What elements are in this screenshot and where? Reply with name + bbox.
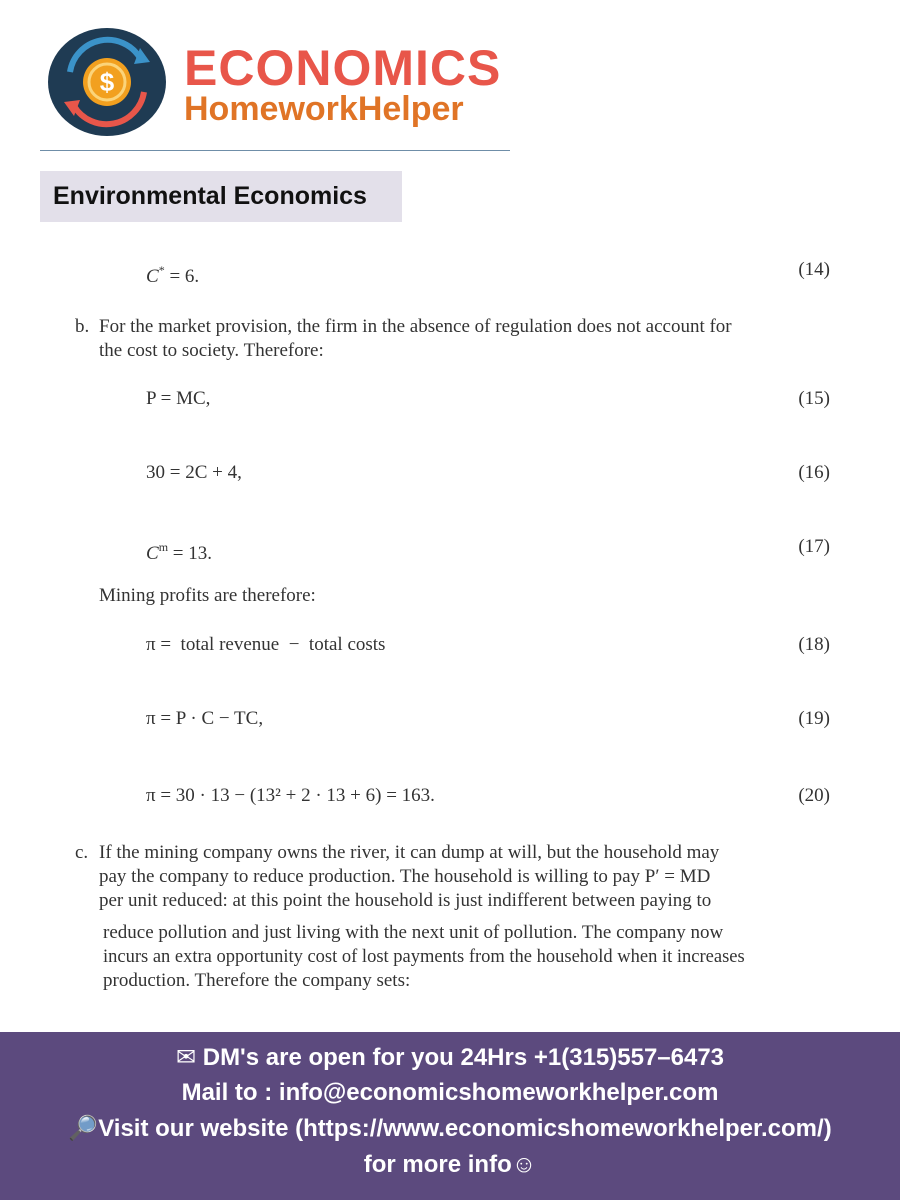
equation-number-14: (14) bbox=[798, 259, 830, 280]
part-c-line-6: production. Therefore the company sets: bbox=[103, 970, 411, 991]
footer-mail-line bbox=[0, 1078, 900, 1108]
footer-more-text: for more info bbox=[363, 1151, 512, 1178]
part-c-line-4: reduce pollution and just living with the next unit of pollution. The company now bbox=[103, 922, 724, 943]
part-b-paragraph bbox=[75, 315, 830, 363]
smiley-icon: ☺ bbox=[511, 1151, 537, 1178]
eq17-rhs: = 13. bbox=[168, 543, 212, 564]
equation-number-19: (19) bbox=[798, 708, 830, 729]
part-b-line-1: For the market provision, the firm in the absence of regulation does not account for bbox=[99, 316, 732, 337]
brand-logo bbox=[48, 28, 166, 136]
part-c-label: c. bbox=[75, 842, 89, 863]
envelope-heart-icon: ✉ bbox=[175, 1044, 197, 1071]
footer-visit-line bbox=[0, 1114, 900, 1144]
part-c-continuation bbox=[103, 921, 835, 993]
footer-mail-link[interactable]: Mail to : info@economicshomeworkhelper.com bbox=[181, 1079, 719, 1106]
equation-number-17: (17) bbox=[798, 536, 830, 557]
footer-dm-line bbox=[0, 1043, 900, 1073]
eq14-sup: * bbox=[158, 263, 165, 277]
magnifier-icon: 🔎 bbox=[68, 1115, 99, 1142]
equation-16: 30 = 2C + 4, bbox=[146, 462, 242, 483]
footer-dm-text: DM's are open for you 24Hrs +1(315)557–6473 bbox=[202, 1044, 725, 1071]
eq17-lhs: C bbox=[146, 543, 159, 564]
equation-19: π = P · C − TC, bbox=[146, 708, 264, 729]
eq17-sup: m bbox=[158, 540, 169, 554]
eq14-rhs: = 6. bbox=[164, 266, 200, 287]
eq14-lhs: C bbox=[146, 266, 159, 287]
footer-website-link[interactable]: Visit our website (https://www.economicshomeworkhelper.com/) bbox=[98, 1115, 832, 1142]
topic-badge: Environmental Economics bbox=[40, 171, 402, 222]
footer-more-line bbox=[0, 1150, 900, 1180]
brand-subtitle: HomeworkHelper bbox=[184, 90, 464, 128]
equation-number-15: (15) bbox=[798, 388, 830, 409]
equation-number-16: (16) bbox=[798, 462, 830, 483]
part-c-line-1: If the mining company owns the river, it can dump at will, but the household may bbox=[99, 842, 720, 863]
equation-15: P = MC, bbox=[146, 388, 211, 409]
part-c-line-5: incurs an extra opportunity cost of lost payments from the household when it increases bbox=[103, 947, 745, 967]
equation-17 bbox=[146, 535, 746, 566]
logo-symbol: $ bbox=[99, 67, 115, 97]
part-c-line-2: pay the company to reduce production. The household is willing to pay P′ = MD bbox=[99, 866, 711, 887]
equation-20: π = 30 · 13 − (13² + 2 · 13 + 6) = 163. bbox=[146, 785, 435, 806]
part-b-line-2: the cost to society. Therefore: bbox=[99, 340, 324, 361]
contact-footer bbox=[0, 1032, 900, 1200]
header-divider bbox=[40, 150, 510, 151]
equation-number-20: (20) bbox=[798, 785, 830, 806]
part-c-line-3: per unit reduced: at this point the household is just indifferent between paying to bbox=[99, 890, 712, 911]
dollar-coin-icon bbox=[48, 28, 166, 136]
equation-number-18: (18) bbox=[798, 634, 830, 655]
equation-18: π = total revenue − total costs bbox=[146, 634, 386, 655]
equation-14 bbox=[146, 258, 746, 289]
part-c-paragraph bbox=[75, 841, 830, 913]
part-b-label: b. bbox=[75, 316, 90, 337]
brand-title: ECONOMICS bbox=[184, 40, 502, 96]
mining-profits-intro: Mining profits are therefore: bbox=[99, 585, 316, 606]
